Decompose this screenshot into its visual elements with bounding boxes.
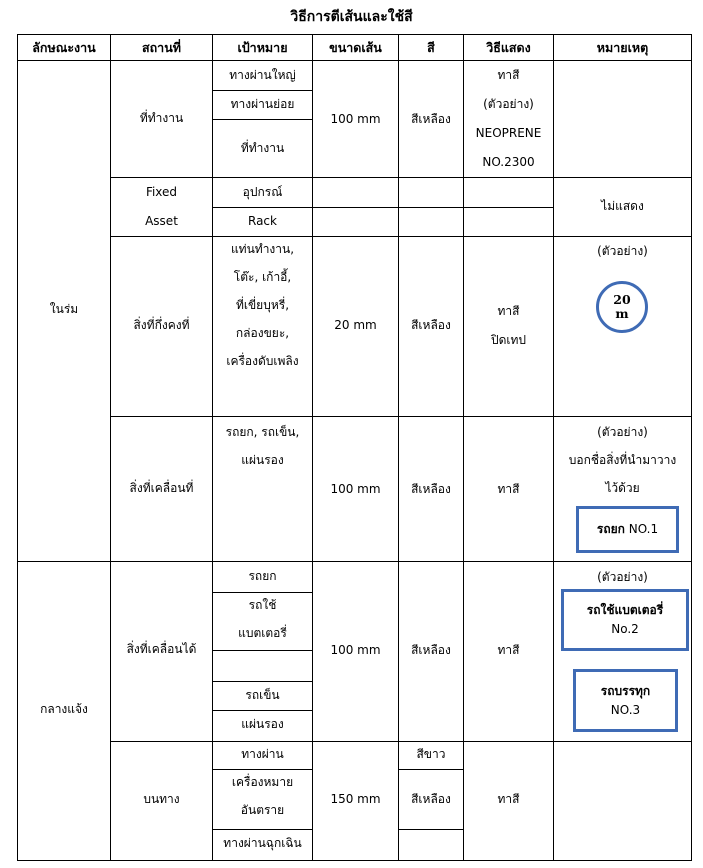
target-hazard-sign-line2: อันตราย [240,803,285,817]
method-workplace-line1: ทาสี [497,68,520,82]
target-emergency-walkway: ทางผ่านฉุกเฉิน [223,836,302,850]
size-semi-fixed: 20 mm [334,318,377,332]
note-movable-line1: (ตัวอย่าง) [597,425,648,439]
method-semi-fixed-line2: ปิดเทป [490,333,527,347]
header-color: สี [427,40,435,55]
note-movable-line2: บอกชื่อสิ่งที่นำมาวาง [568,453,677,467]
place-fixed-asset-line1: Fixed [145,185,178,199]
target-hazard-sign-line1: เครื่องหมาย [231,775,294,789]
color-road-yellow: สีเหลือง [411,792,451,806]
target-semi-fixed-line4: กล่องขยะ, [235,326,290,340]
target-semi-fixed-line3: ที่เขี่ยบุหรี่, [235,298,290,312]
label-sign-truck [573,669,678,732]
type-outdoor: กลางแจ้ง [40,702,88,716]
color-road-white: สีขาว [416,747,446,761]
place-road: บนทาง [143,792,180,806]
sign-battery-car-name: รถใช้แบตเตอรี่ [586,603,664,618]
note-movable-line3: ไว้ด้วย [605,481,640,495]
place-semi-fixed: สิ่งที่กึ่งคงที่ [133,318,190,332]
target-semi-fixed-line2: โต๊ะ, เก้าอี้, [233,270,292,284]
color-semi-fixed: สีเหลือง [411,318,451,332]
header-method: วิธีแสดง [486,40,531,55]
size-movable: 100 mm [330,482,381,496]
method-semi-fixed-line1: ทาสี [497,304,520,318]
place-outdoor-movable: สิ่งที่เคลื่อนได้ [126,642,197,656]
target-rack: Rack [248,214,277,228]
label-sign-forklift [576,506,679,553]
method-outdoor-movable: ทาสี [497,643,520,657]
method-workplace-line2: (ตัวอย่าง) [483,97,534,111]
header-line-size: ขนาดเส้น [329,40,382,55]
type-indoor: ในร่ม [49,302,79,316]
sign-battery-car-number: No.2 [611,622,639,636]
target-walkway: ทางผ่าน [241,747,284,761]
size-workplace: 100 mm [330,112,381,126]
target-movable-line1: รถยก, รถเข็น, [225,425,300,439]
line-width-circle-example [596,281,648,333]
note-outdoor-example: (ตัวอย่าง) [597,570,648,584]
method-workplace-line4: NO.2300 [482,155,535,169]
size-outdoor-movable: 100 mm [330,643,381,657]
header-type: ลักษณะงาน [32,40,96,55]
color-outdoor-movable: สีเหลือง [411,643,451,657]
note-semi-fixed-example: (ตัวอย่าง) [597,244,648,258]
color-workplace: สีเหลือง [411,112,451,126]
header-target: เป้าหมาย [237,40,288,55]
color-movable: สีเหลือง [411,482,451,496]
circle-unit: m [615,306,629,321]
size-road: 150 mm [330,792,381,806]
target-battery-car-line1: รถใช้ [248,598,277,612]
method-road: ทาสี [497,792,520,806]
circle-number: 20 [613,291,631,307]
place-fixed-asset-line2: Asset [145,214,178,228]
method-workplace-line3: NEOPRENE [475,126,542,140]
page-title: วิธีการตีเส้นและใช้สี [290,9,413,25]
target-equipment: อุปกรณ์ [242,185,283,199]
target-minor-walkway: ทางผ่านย่อย [230,97,295,111]
sign-truck-name: รถบรรทุก [600,683,651,698]
target-cart: รถเข็น [245,688,280,702]
sign-forklift-number: NO.1 [624,522,659,537]
target-semi-fixed-line1: แท่นทำงาน, [230,242,295,256]
note-not-shown: ไม่แสดง [601,199,644,213]
target-main-walkway: ทางผ่านใหญ่ [229,68,296,82]
method-movable: ทาสี [497,482,520,496]
header-place: สถานที่ [141,40,181,55]
place-workplace: ที่ทำงาน [139,111,184,125]
target-pallet: แผ่นรอง [241,717,284,731]
label-sign-battery-car [561,589,689,651]
sign-truck-number: NO.3 [610,702,641,717]
target-forklift: รถยก [248,569,277,583]
header-note: หมายเหตุ [596,40,649,55]
sign-forklift-name: รถยก [596,522,625,537]
target-workplace: ที่ทำงาน [240,141,285,155]
place-movable: สิ่งที่เคลื่อนที่ [129,481,194,495]
target-battery-car-line2: แบตเตอรี่ [238,626,287,640]
target-movable-line2: แผ่นรอง [241,453,284,467]
target-semi-fixed-line5: เครื่องดับเพลิง [226,354,299,368]
